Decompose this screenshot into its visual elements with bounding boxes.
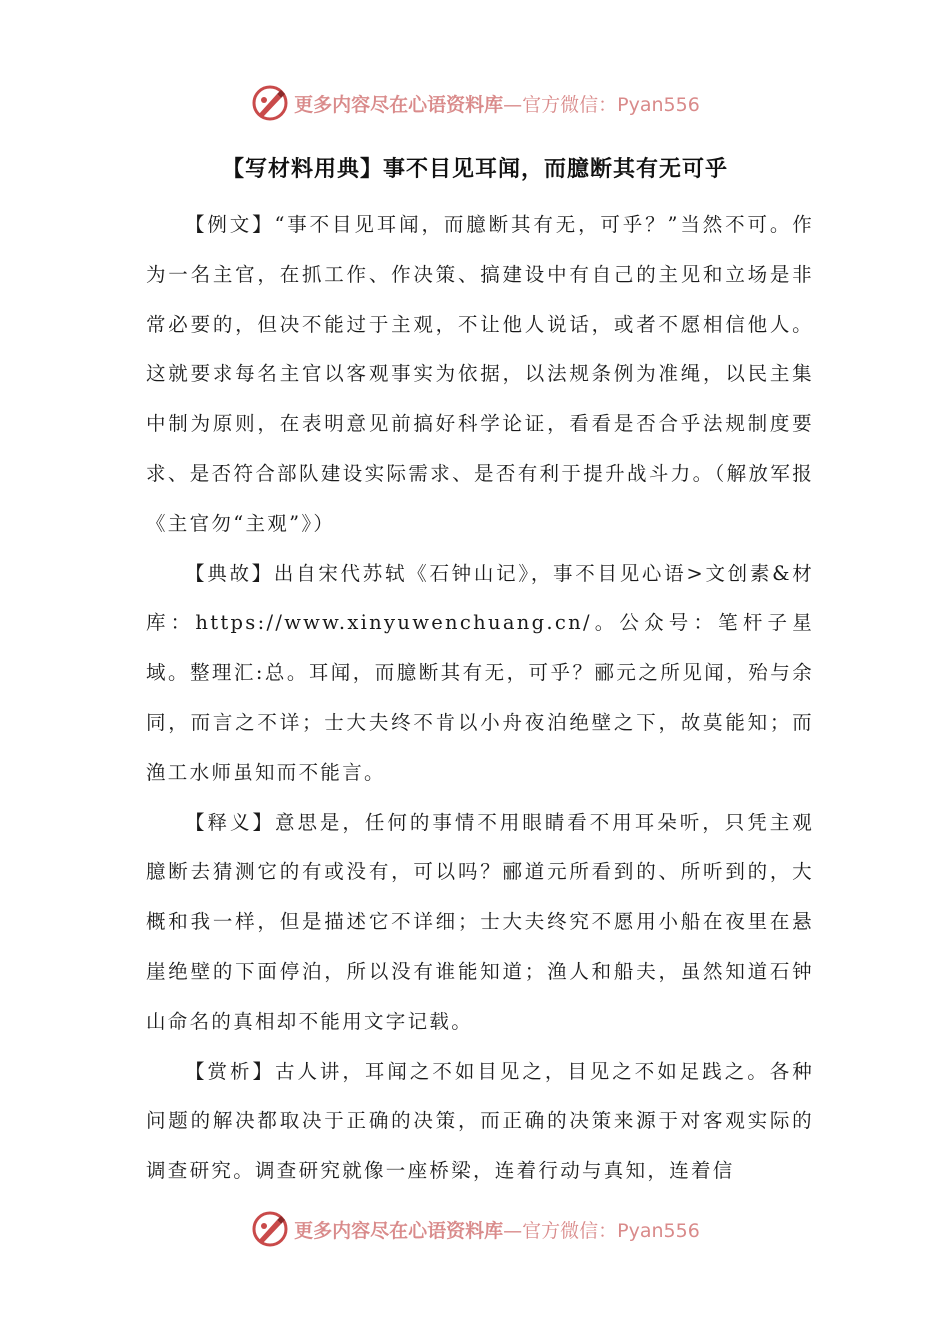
pen-seal-icon xyxy=(250,1209,290,1249)
brand-text: 更多内容尽在心语资料库 xyxy=(294,1219,504,1242)
paragraph-appreciation: 【赏析】古人讲，耳闻之不如目见之，目见之不如足践之。各种问题的解决都取决于正确的决策，而正确的决策来源于对客观实际的调查研究。调查研究就像一座桥梁，连着行动与真知，连着信 xyxy=(146,1059,814,1183)
article-title: 【写材料用典】事不目见耳闻，而臆断其有无可乎 xyxy=(221,157,728,182)
paragraph-meaning: 【释义】意思是，任何的事情不用眼睛看不用耳朵听，只凭主观臆断去猜测它的有或没有，可以吗？郦道元所看到的、所听到的，大概和我一样，但是描述它不详细；士大夫终究不愿用小船在夜里在悬崖绝壁的下面停泊，所以没有谁能知道；渔人和船夫，虽然知道石钟山命名的真相却不能用文字记载。 xyxy=(146,810,814,1033)
contact-text: —官方微信：Pyan556 xyxy=(503,1219,700,1242)
paragraph-example: 【例文】“事不目见耳闻，而臆断其有无，可乎？”当然不可。作为一名主官，在抓工作、作决策、搞建设中有自己的主见和立场是非常必要的，但决不能过于主观，不让他人说话，或者不愿相信他人。这就要求每名主官以客观事实为依据，以法规条例为准绳，以民主集中制为原则，在表明意见前搞好科学论证，看看是否合乎法规制度要求、是否符合部队建设实际需求、是否有利于提升战斗力。（解放军报《主官勿“主观”》） xyxy=(146,213,814,535)
header-banner xyxy=(0,78,950,128)
contact-text: —官方微信：Pyan556 xyxy=(503,93,700,116)
pen-seal-icon xyxy=(250,83,290,123)
article-body xyxy=(146,200,814,1196)
footer-banner xyxy=(0,1204,950,1254)
paragraph-allusion: 【典故】出自宋代苏轼《石钟山记》，事不目见心语>文创素&材库：https://www.xinyuwenchuang.cn/。公众号：笔杆子星域。整理汇:总。耳闻，而臆断其有无，可乎？郦元之所见闻，殆与余同，而言之不详；士大夫终不肯以小舟夜泊绝壁之下，故莫能知；而渔工水师虽知而不能言。 xyxy=(146,561,814,784)
brand-text: 更多内容尽在心语资料库 xyxy=(294,93,504,116)
